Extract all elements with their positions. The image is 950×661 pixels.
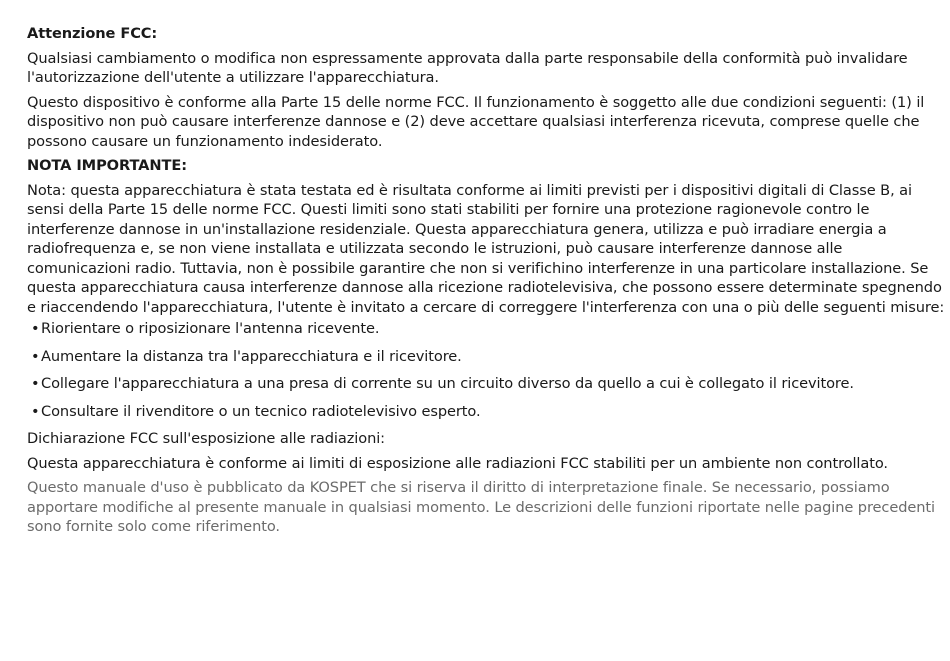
bullet-icon: • [31, 402, 40, 420]
fcc-modification-paragraph: Qualsiasi cambiamento o modifica non espressamente approvata dalla parte responsabile della conformità può invalidare l'autorizzazione dell'utente a utilizzare l'apparecchiatura. [27, 49, 908, 86]
measure-text: Collegare l'apparecchiatura a una presa di corrente su un circuito diverso da quello a cui è collegato il ricevitore. [41, 375, 854, 392]
list-item [27, 319, 945, 339]
bullet-icon: • [31, 375, 40, 392]
list-item [27, 374, 945, 394]
bullet-icon: • [31, 320, 40, 337]
list-item [27, 402, 945, 422]
measure-text: Consultare il rivenditore o un tecnico radiotelevisivo esperto. [41, 402, 481, 420]
manual-page [27, 24, 945, 542]
measure-text: Aumentare la distanza tra l'apparecchiatura e il ricevitore. [41, 347, 462, 365]
list-item [27, 347, 945, 367]
important-note-heading: NOTA IMPORTANTE: [27, 157, 187, 174]
important-note-paragraph: Nota: questa apparecchiatura è stata testata ed è risultata conforme ai limiti previsti per i dispositivi digitali di Classe B, ai sensi della Parte 15 delle norme FCC. Questi limiti sono stati stabiliti per fornire una protezione ragionevole contro le interferenze dannose in un'installazione residenziale. Questa apparecchiatura genera, utilizza e può irradiare energia a radiofrequenza e, se non viene installata e utilizzata secondo le istruzioni, può causare interferenze dannose alle comunicazioni radio. Tuttavia, non è possibile garantire che non si verifichino interferenze in una particolare installazione. Se questa apparecchiatura causa interferenze dannose alla ricezione radiotelevisiva, che possono essere determinate spegnendo e riaccendendo l'apparecchiatura, l'utente è invitato a cercare di correggere l'interferenza con una o più delle seguenti misure: [27, 181, 945, 316]
interference-measures-list [27, 319, 945, 421]
fcc-part15-paragraph: Questo dispositivo è conforme alla Parte 15 delle norme FCC. Il funzionamento è soggetto alle due condizioni seguenti: (1) il dispositivo non può causare interferenze dannose e (2) deve accettare qualsiasi interferenza ricevuta, comprese quelle che possono causare un funzionamento indesiderato. [27, 93, 925, 150]
radiation-statement-heading: Dichiarazione FCC sull'esposizione alle radiazioni: [27, 430, 385, 447]
fcc-warning-heading: Attenzione FCC: [27, 25, 158, 42]
radiation-statement-paragraph: Questa apparecchiatura è conforme ai limiti di esposizione alle radiazioni FCC stabiliti per un ambiente non controllato. [27, 454, 888, 472]
bullet-icon: • [31, 347, 40, 365]
manual-footer-note: Questo manuale d'uso è pubblicato da KOSPET che si riserva il diritto di interpretazione finale. Se necessario, possiamo apportare modifiche al presente manuale in qualsiasi momento. Le descrizioni delle funzioni riportate nelle pagine precedenti sono fornite solo come riferimento. [27, 479, 936, 535]
measure-text: Riorientare o riposizionare l'antenna ricevente. [41, 320, 380, 337]
